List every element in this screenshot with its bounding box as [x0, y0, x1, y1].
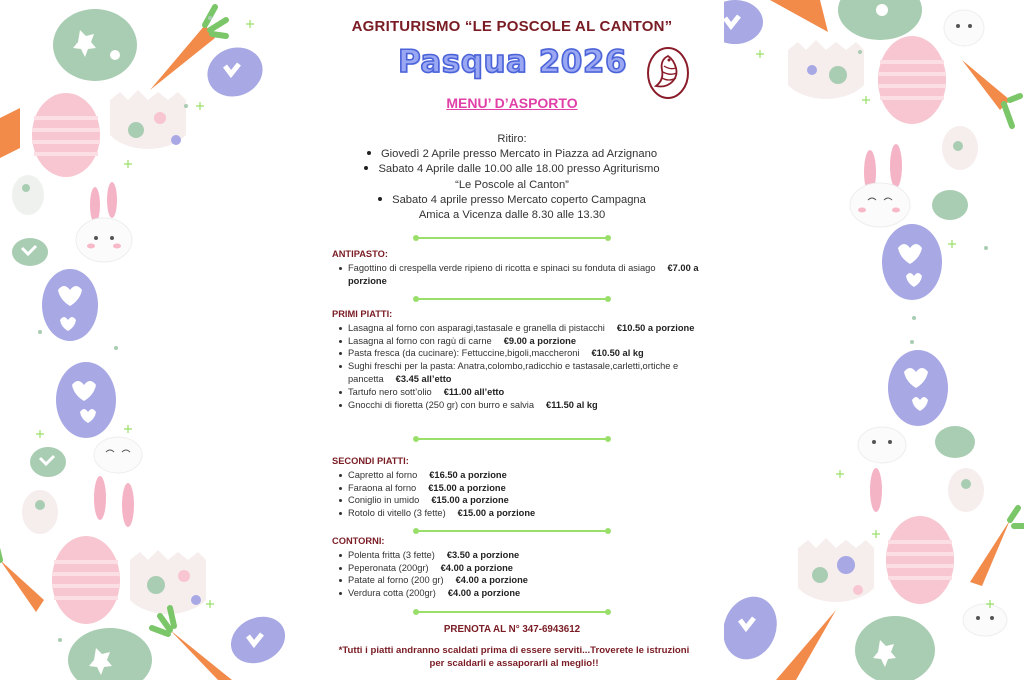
- menu-item: Gnocchi di fioretta (250 gr) con burro e salvia €11.50 al kg: [338, 399, 704, 412]
- easter-egg-icon: [130, 550, 206, 614]
- ritiro-item-continuation: “Le Poscole al Canton”: [455, 178, 569, 191]
- contorni-section: [332, 535, 704, 600]
- easter-egg-icon: [32, 93, 100, 177]
- bunny-icon: [850, 144, 910, 227]
- primi-section: [332, 308, 704, 411]
- easter-egg-icon: [882, 224, 942, 300]
- easter-egg-icon: [878, 36, 946, 124]
- menu-subtitle: MENU’ D’ASPORTO: [446, 95, 578, 111]
- carrot-icon: [970, 508, 1024, 586]
- menu-item: Lasagna al forno con ragù di carne €9.00 a porzione: [338, 335, 704, 348]
- menu-item: Rotolo di vitello (3 fette) €15.00 a porzione: [338, 507, 704, 520]
- menu-item: Patate al forno (200 gr) €4.00 a porzione: [338, 574, 704, 587]
- easter-egg-icon: [200, 40, 269, 104]
- menu-item: Pasta fresca (da cucinare): Fettuccine,bigoli,maccheroni €10.50 al kg: [338, 347, 704, 360]
- carrot-icon: [776, 610, 836, 680]
- antipasto-section: [332, 248, 704, 287]
- menu-item: Sughi freschi per la pasta: Anatra,colombo,radicchio e tastasale,carletti,ortiche e pancetta €3.45 all’etto: [338, 360, 704, 386]
- menu-item: Fagottino di crespella verde ripieno di ricotta e spinaci su fonduta di asiago €7.00 a porzione: [338, 262, 704, 288]
- section-heading: ANTIPASTO:: [332, 249, 388, 259]
- carrot-icon: [962, 60, 1020, 126]
- easter-egg-icon: [110, 90, 186, 149]
- menu-item: Lasagna al forno con asparagi,tastasale e granella di pistacchi €10.50 a porzione: [338, 322, 704, 335]
- ritiro-item: Giovedì 2 Aprile presso Mercato in Piazza ad Arzignano: [320, 147, 704, 162]
- bunny-icon: [944, 10, 984, 46]
- carrot-icon: [152, 608, 232, 680]
- easter-egg-icon: [788, 40, 864, 99]
- easter-egg-icon: [838, 0, 922, 40]
- ritiro-item: Sabato 4 aprile presso Mercato coperto Campagna: [320, 193, 704, 208]
- menu-item: Polenta fritta (3 fette) €3.50 a porzione: [338, 549, 704, 562]
- booking-phone: PRENOTA AL N° 347-6943612: [443, 624, 581, 635]
- divider: [416, 438, 608, 440]
- easter-egg-icon: [855, 616, 935, 680]
- divider: [416, 530, 608, 532]
- easter-egg-icon: [886, 516, 954, 604]
- divider: [416, 611, 608, 613]
- menu-item: Tartufo nero sott’olio €11.00 all’etto: [338, 386, 704, 399]
- easter-egg-icon: [52, 536, 120, 624]
- secondi-section: [332, 455, 704, 520]
- divider: [416, 237, 608, 239]
- menu-item: Coniglio in umido €15.00 a porzione: [338, 494, 704, 507]
- easter-egg-icon: [53, 9, 137, 81]
- section-heading: CONTORNI:: [332, 536, 385, 546]
- swan-logo-icon: [646, 46, 690, 100]
- carrot-icon: [770, 0, 828, 32]
- menu-item: Verdura cotta (200gr) €4.00 a porzione: [338, 587, 704, 600]
- left-easter-decoration: [0, 0, 300, 680]
- easter-egg-icon: [42, 269, 98, 341]
- bunny-icon: [76, 182, 132, 262]
- easter-egg-icon: [56, 362, 116, 438]
- page-title: Pasqua 2026: [398, 44, 628, 80]
- ritiro-item: Sabato 4 Aprile dalle 10.00 alle 18.00 presso Agriturismo: [320, 162, 704, 177]
- section-heading: SECONDI PIATTI:: [332, 456, 409, 466]
- section-heading: PRIMI PIATTI:: [332, 309, 393, 319]
- easter-egg-icon: [724, 589, 785, 667]
- easter-egg-icon: [798, 538, 874, 602]
- menu-item: Peperonata (200gr) €4.00 a porzione: [338, 562, 704, 575]
- menu-document: [320, 0, 704, 680]
- reheating-note: *Tutti i piatti andranno scaldati prima di essere serviti...Troverete le istruzioni per scaldarli e assaporarli al meglio!!: [338, 645, 690, 669]
- right-easter-decoration: [724, 0, 1024, 680]
- easter-egg-icon: [888, 350, 948, 426]
- divider: [416, 298, 608, 300]
- ritiro-label: Ritiro:: [497, 133, 527, 145]
- ritiro-section: [320, 132, 704, 223]
- ritiro-item-continuation: Amica a Vicenza dalle 8.30 alle 13.30: [418, 209, 606, 222]
- easter-egg-icon: [724, 0, 763, 44]
- carrot-icon: [0, 544, 44, 612]
- bunny-icon: [858, 427, 906, 512]
- menu-item: Capretto al forno €16.50 a porzione: [338, 469, 704, 482]
- bunny-icon: [94, 437, 142, 527]
- bunny-icon: [963, 604, 1007, 636]
- easter-egg-icon: [68, 628, 152, 680]
- agriturismo-name: AGRITURISMO “LE POSCOLE AL CANTON”: [351, 18, 673, 35]
- menu-item: Faraona al forno €15.00 a porzione: [338, 482, 704, 495]
